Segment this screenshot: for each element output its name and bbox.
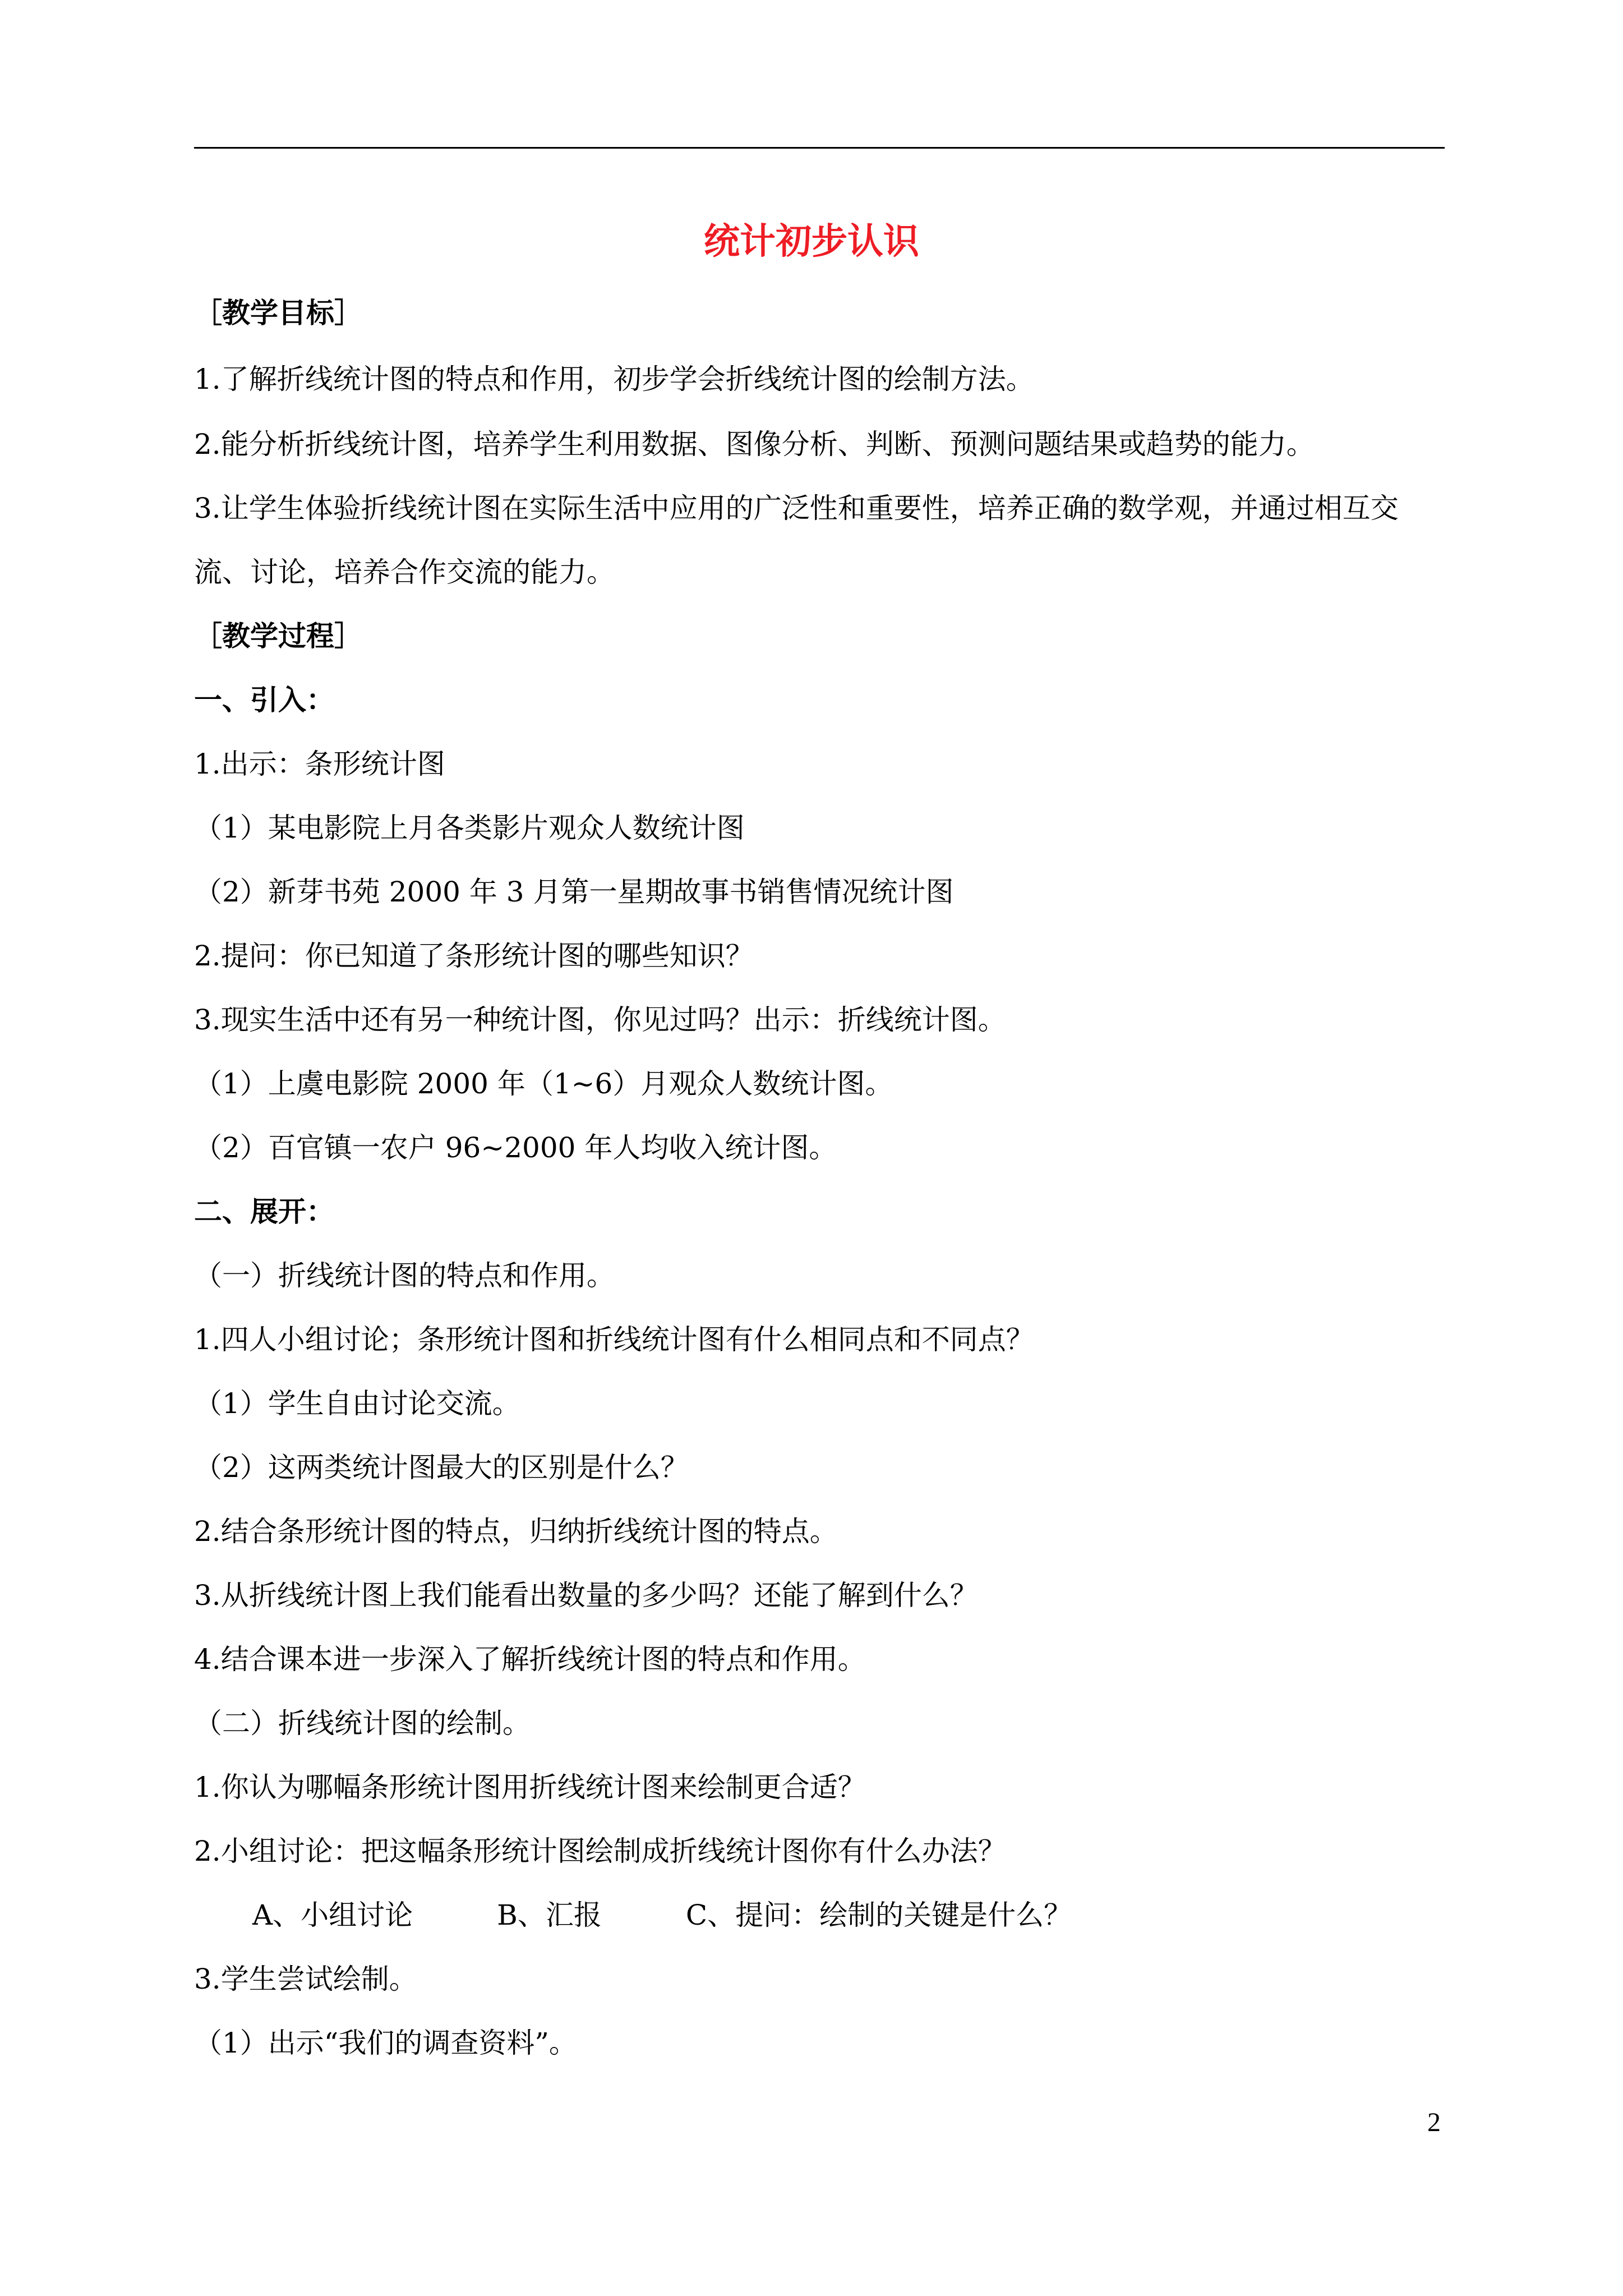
process-item: （1）某电影院上月各类影片观众人数统计图: [194, 812, 745, 844]
objective-3-line-2: 流、讨论，培养合作交流的能力。: [194, 556, 615, 588]
process-item: 1.四人小组讨论；条形统计图和折线统计图有什么相同点和不同点？: [194, 1323, 1034, 1356]
process-item: （2）新芽书苑 2000 年 3 月第一星期故事书销售情况统计图: [194, 876, 954, 908]
objective-3-line-1: 3.让学生体验折线统计图在实际生活中应用的广泛性和重要性，培养正确的数学观，并通过相互交: [194, 492, 1399, 524]
section-heading-process: ［教学过程］: [194, 619, 362, 652]
process-item: 3.学生尝试绘制。: [194, 1963, 417, 1995]
process-options: A、小组讨论 B、汇报 C、提问：绘制的关键是什么？: [252, 1899, 1072, 1931]
process-item: （2）这两类统计图最大的区别是什么？: [194, 1451, 689, 1484]
section-heading-objectives: ［教学目标］: [194, 296, 362, 329]
objective-1: 1.了解折线统计图的特点和作用，初步学会折线统计图的绘制方法。: [194, 363, 1034, 395]
header-rule: [194, 147, 1445, 149]
process-item: 2.提问：你已知道了条形统计图的哪些知识？: [194, 940, 754, 972]
process-item: （1）学生自由讨论交流。: [194, 1387, 520, 1420]
document-title: 统计初步认识: [704, 220, 919, 263]
process-item: 4.结合课本进一步深入了解折线统计图的特点和作用。: [194, 1643, 866, 1676]
page-number: 2: [1427, 2108, 1441, 2137]
process-item: （一）折线统计图的特点和作用。: [194, 1259, 615, 1292]
process-item: 2.结合条形统计图的特点，归纳折线统计图的特点。: [194, 1515, 838, 1548]
process-item: （1）出示“我们的调查资料”。: [194, 2027, 577, 2059]
objective-2: 2.能分析折线统计图，培养学生利用数据、图像分析、判断、预测问题结果或趋势的能力。: [194, 428, 1315, 461]
process-item: 3.从折线统计图上我们能看出数量的多少吗？还能了解到什么？: [194, 1579, 978, 1612]
process-item: （二）折线统计图的绘制。: [194, 1707, 531, 1740]
process-item: 1.出示：条形统计图: [194, 748, 445, 780]
process-item: 3.现实生活中还有另一种统计图，你见过吗？出示：折线统计图。: [194, 1004, 1006, 1036]
process-item: 2.小组讨论：把这幅条形统计图绘制成折线统计图你有什么办法？: [194, 1835, 1006, 1867]
part-heading-introduction: 一、引入：: [194, 683, 334, 716]
part-heading-development: 二、展开：: [194, 1195, 334, 1228]
process-item: 1.你认为哪幅条形统计图用折线统计图来绘制更合适？: [194, 1771, 866, 1803]
process-item: （2）百官镇一农户 96~2000 年人均收入统计图。: [194, 1131, 837, 1164]
process-item: （1）上虞电影院 2000 年（1~6）月观众人数统计图。: [194, 1068, 893, 1100]
